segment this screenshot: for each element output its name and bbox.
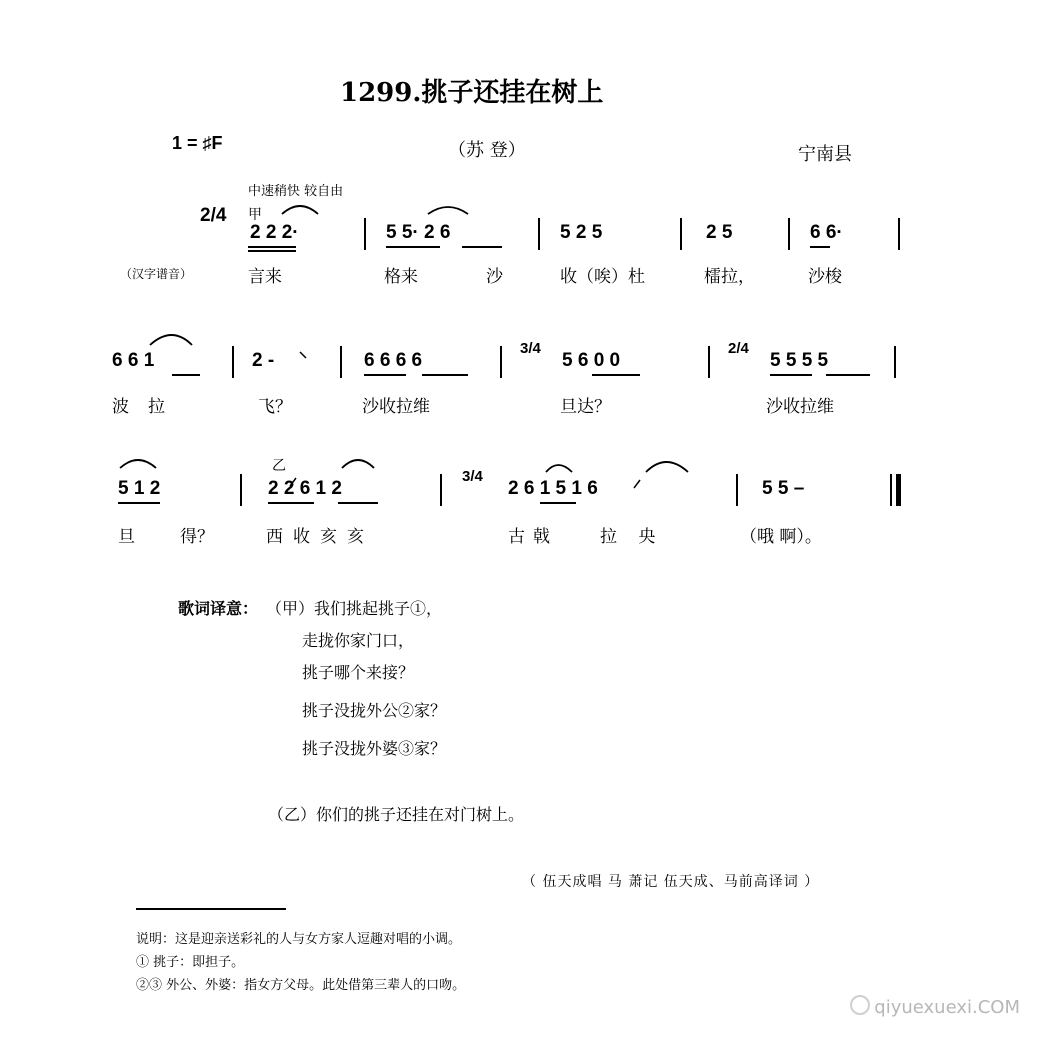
beam: [422, 374, 468, 376]
barline: [500, 346, 502, 378]
time-signature-3-4: 3/4: [520, 340, 541, 357]
final-barline-thick: [896, 474, 901, 506]
part-b-label: 乙: [272, 458, 286, 474]
barline: [680, 218, 682, 250]
lyric: 西收亥亥: [266, 527, 374, 547]
beam: [386, 246, 440, 248]
lyric: 沙梭: [808, 267, 842, 287]
measure-3-3: 2 6 1 5 1 6: [508, 478, 598, 499]
beam: [770, 374, 812, 376]
site-watermark: [850, 995, 1020, 1018]
beam: [364, 374, 406, 376]
watermark-text: qiyuexuexi.COM: [874, 997, 1020, 1018]
beam: [268, 502, 314, 504]
beam: [172, 374, 200, 376]
lyric: 旦: [118, 527, 135, 547]
translation-line: 挑子没拢外公②家？: [302, 701, 447, 720]
watermark-logo-icon: [850, 995, 870, 1015]
barline: [440, 474, 442, 506]
barline: [898, 218, 900, 250]
barline: [788, 218, 790, 250]
barline: [364, 218, 366, 250]
footnote-rule: [136, 908, 286, 910]
lyric: 波: [112, 397, 129, 417]
barline: [736, 474, 738, 506]
lyric: 沙收拉维: [362, 397, 430, 417]
performer-credit: （ 伍天成唱 马 萧记 伍天成、马前高译词 ）: [522, 874, 820, 890]
beam: [462, 246, 502, 248]
lyric: （哦 啊）。: [740, 527, 822, 547]
time-signature-2-4: 2/4: [200, 205, 227, 226]
lyric: 言来: [248, 267, 282, 287]
measure-3-4: 5 5 –: [762, 478, 805, 499]
measure-1-4: 2 5: [706, 222, 733, 243]
final-barline-thin: [890, 474, 892, 506]
measure-1-1: 2 2 2·: [250, 222, 299, 243]
measure-2-1: 6 6 1: [112, 350, 155, 371]
measure-2-4: 5 6 0 0: [562, 350, 621, 371]
hanzi-notation-label: （汉字谱音）: [120, 267, 193, 281]
translation-line: （甲）我们挑起挑子①，: [266, 599, 443, 618]
lyric: 沙收拉维: [766, 397, 834, 417]
measure-1-5: 6 6·: [810, 222, 843, 243]
tempo-marking: 中速稍快 较自由: [248, 184, 344, 199]
footnote: ②③ 外公、外婆：指女方父母。此处借第三辈人的口吻。: [136, 978, 466, 993]
footnote: ① 挑子：即担子。: [136, 955, 245, 970]
lyric: 飞？: [258, 397, 292, 417]
measure-2-2: 2 -: [252, 350, 275, 371]
beam: [338, 502, 378, 504]
beam: [540, 502, 576, 504]
translation-line: 挑子没拢外婆③家？: [302, 739, 447, 758]
ethnic-group: （苏 登）: [448, 140, 526, 161]
barline: [708, 346, 710, 378]
measure-1-3: 5 2 5: [560, 222, 603, 243]
measure-3-2: 2 2 6 1 2: [268, 478, 342, 499]
lyric: 古戟: [508, 527, 558, 547]
measure-2-5: 5 5 5 5: [770, 350, 829, 371]
lyric: 格来: [384, 267, 418, 287]
part-a-label: 甲: [248, 207, 262, 223]
lyric: 拉 央: [600, 527, 664, 547]
beam: [826, 374, 870, 376]
measure-1-2: 5 5· 2 6: [386, 222, 451, 243]
measure-3-1: 5 1 2: [118, 478, 161, 499]
beam: [248, 246, 296, 248]
barline: [340, 346, 342, 378]
beam: [592, 374, 640, 376]
lyric: 拉: [148, 397, 165, 417]
beam: [810, 246, 830, 248]
time-signature-2-4-b: 2/4: [728, 340, 749, 357]
translation-line: 挑子哪个来接？: [302, 663, 415, 682]
measure-2-3: 6 6 6 6: [364, 350, 423, 371]
barline: [538, 218, 540, 250]
lyric: 旦达？: [560, 397, 611, 417]
beam: [248, 250, 296, 252]
translation-line: 走拢你家门口，: [302, 631, 415, 650]
song-title: 1299.挑子还挂在树上: [340, 78, 604, 108]
barline: [894, 346, 896, 378]
county-name: 宁南县: [798, 144, 852, 165]
time-signature-3-4-b: 3/4: [462, 468, 483, 485]
key-signature: 1 = ♯F: [172, 133, 223, 153]
lyric: 得？: [180, 527, 214, 547]
lyric: 沙: [486, 267, 503, 287]
barline: [232, 346, 234, 378]
barline: [240, 474, 242, 506]
beam: [118, 502, 160, 504]
lyric: 收（唉）杜: [560, 267, 645, 287]
footnote: 说明：这是迎亲送彩礼的人与女方家人逗趣对唱的小调。: [136, 932, 462, 947]
lyric: 檑拉，: [704, 267, 755, 287]
translation-line-b: （乙）你们的挑子还挂在对门树上。: [268, 805, 525, 824]
translation-label: 歌词译意：: [178, 599, 259, 618]
